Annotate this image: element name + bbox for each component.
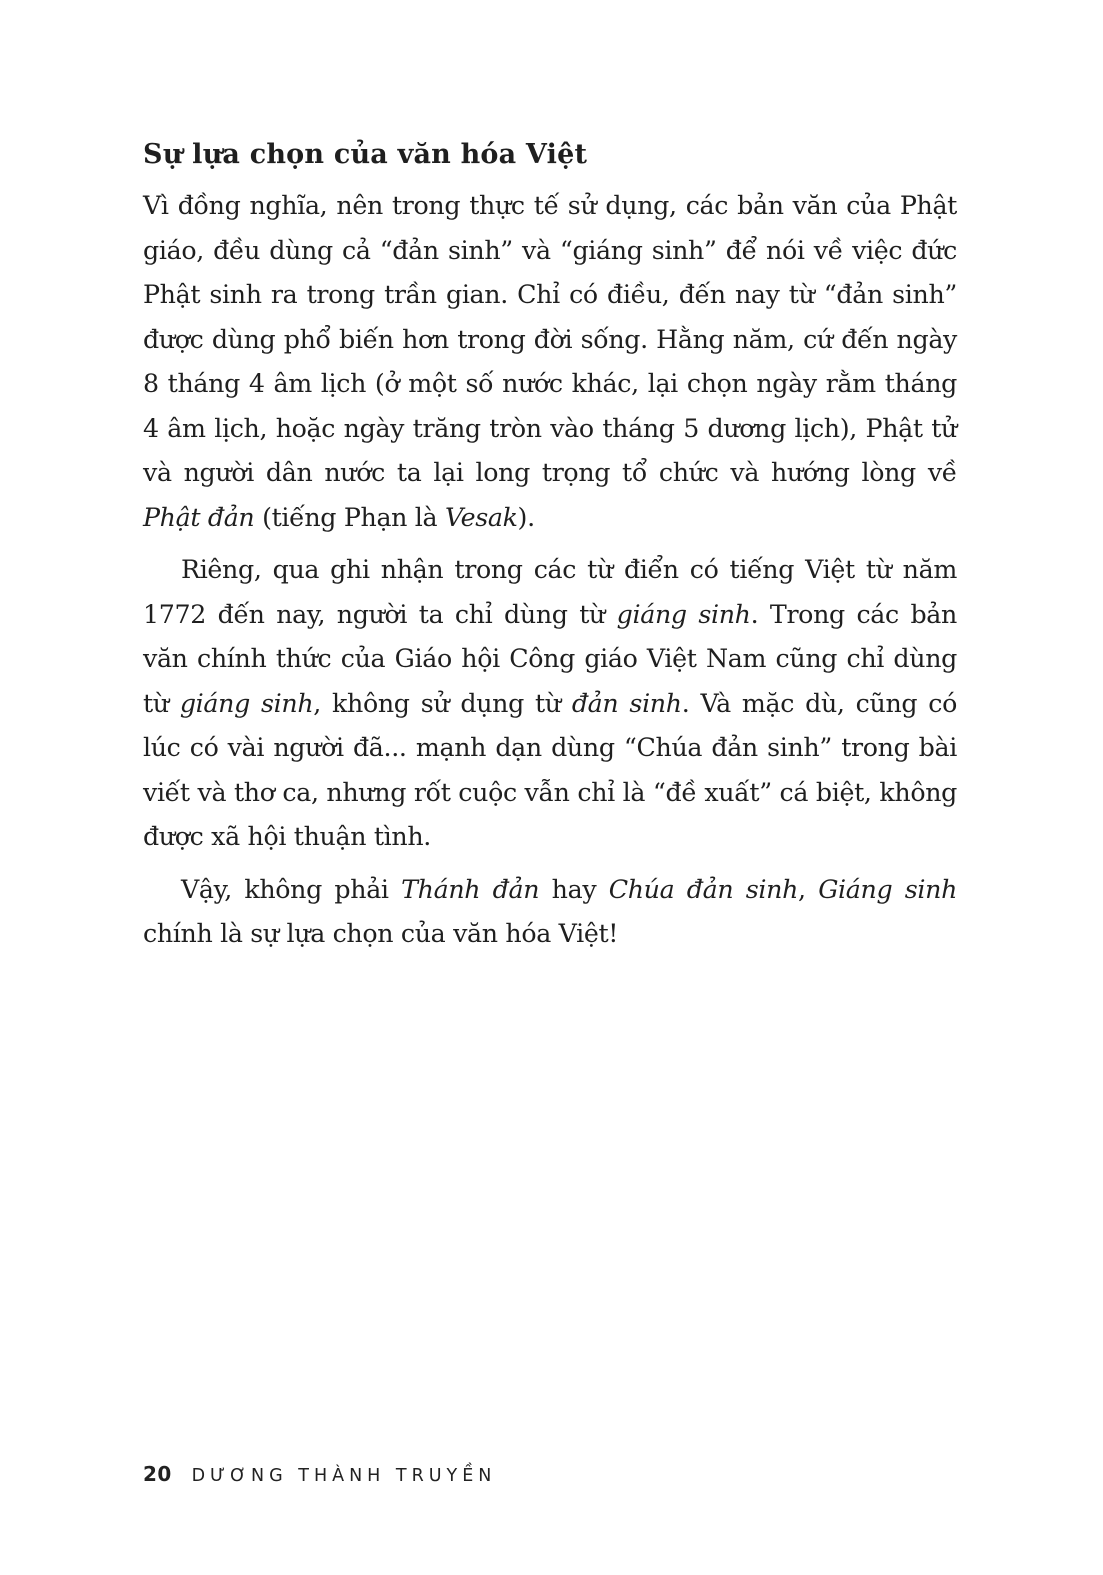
page-number: 20 <box>143 1462 172 1486</box>
italic-term: đản sinh <box>571 688 682 718</box>
italic-term: giáng sinh <box>616 599 751 629</box>
text-run: Vì đồng nghĩa, nên trong thực tế sử dụng, các bản văn của Phật giáo, đều dùng cả “đản sinh” và “giáng sinh” để nói về việc đức Phật sinh ra trong trần gian. Chỉ có điều, đến nay từ “đản sinh” được dùng phổ biến hơn trong đời sống. Hằng năm, cứ đến ngày 8 tháng 4 âm lịch (ở một số nước khác, lại chọn ngày rằm tháng 4 âm lịch, hoặc ngày trăng tròn vào tháng 5 dương lịch), Phật tử và người dân nước ta lại long trọng tổ chức và hướng lòng về <box>143 191 957 487</box>
text-run: chính là sự lựa chọn của văn hóa Việt! <box>143 919 619 948</box>
text-run: ). <box>517 502 535 532</box>
text-run: , không sử dụng từ <box>313 688 572 718</box>
text-run: Vậy, không phải <box>181 874 402 904</box>
section-heading: Sự lựa chọn của văn hóa Việt <box>143 139 588 170</box>
paragraph <box>143 184 957 540</box>
italic-term: Phật đản <box>143 502 255 532</box>
paragraph <box>143 548 957 860</box>
italic-term: Thánh đản <box>401 874 540 904</box>
text-run: Riêng, qua ghi nhận trong các từ điển có tiếng Việt từ năm 1772 đến nay, người ta chỉ dùng từ <box>143 555 957 629</box>
running-footer-author: DƯƠNG THÀNH TRUYỀN <box>191 1466 497 1486</box>
text-run: . Và mặc dù, cũng có lúc có vài người đã... mạnh dạn dùng “Chúa đản sinh” trong bài viết và thơ ca, nhưng rốt cuộc vẫn chỉ là “đề xuất” cá biệt, không được xã hội thuận tình. <box>143 688 958 851</box>
text-run: , <box>798 874 819 904</box>
paragraph <box>143 868 957 957</box>
italic-term: Chúa đản sinh <box>608 874 799 904</box>
text-run: hay <box>539 874 609 904</box>
italic-term: giáng sinh <box>179 688 314 718</box>
body-text <box>143 184 957 965</box>
italic-term: Vesak <box>444 502 518 532</box>
text-run: (tiếng Phạn là <box>254 502 445 532</box>
italic-term: Giáng sinh <box>818 874 958 904</box>
text-run: . Trong các bản văn chính thức của Giáo hội Công giáo Việt Nam cũng chỉ dùng từ <box>143 599 957 718</box>
page-footer <box>143 1462 496 1488</box>
